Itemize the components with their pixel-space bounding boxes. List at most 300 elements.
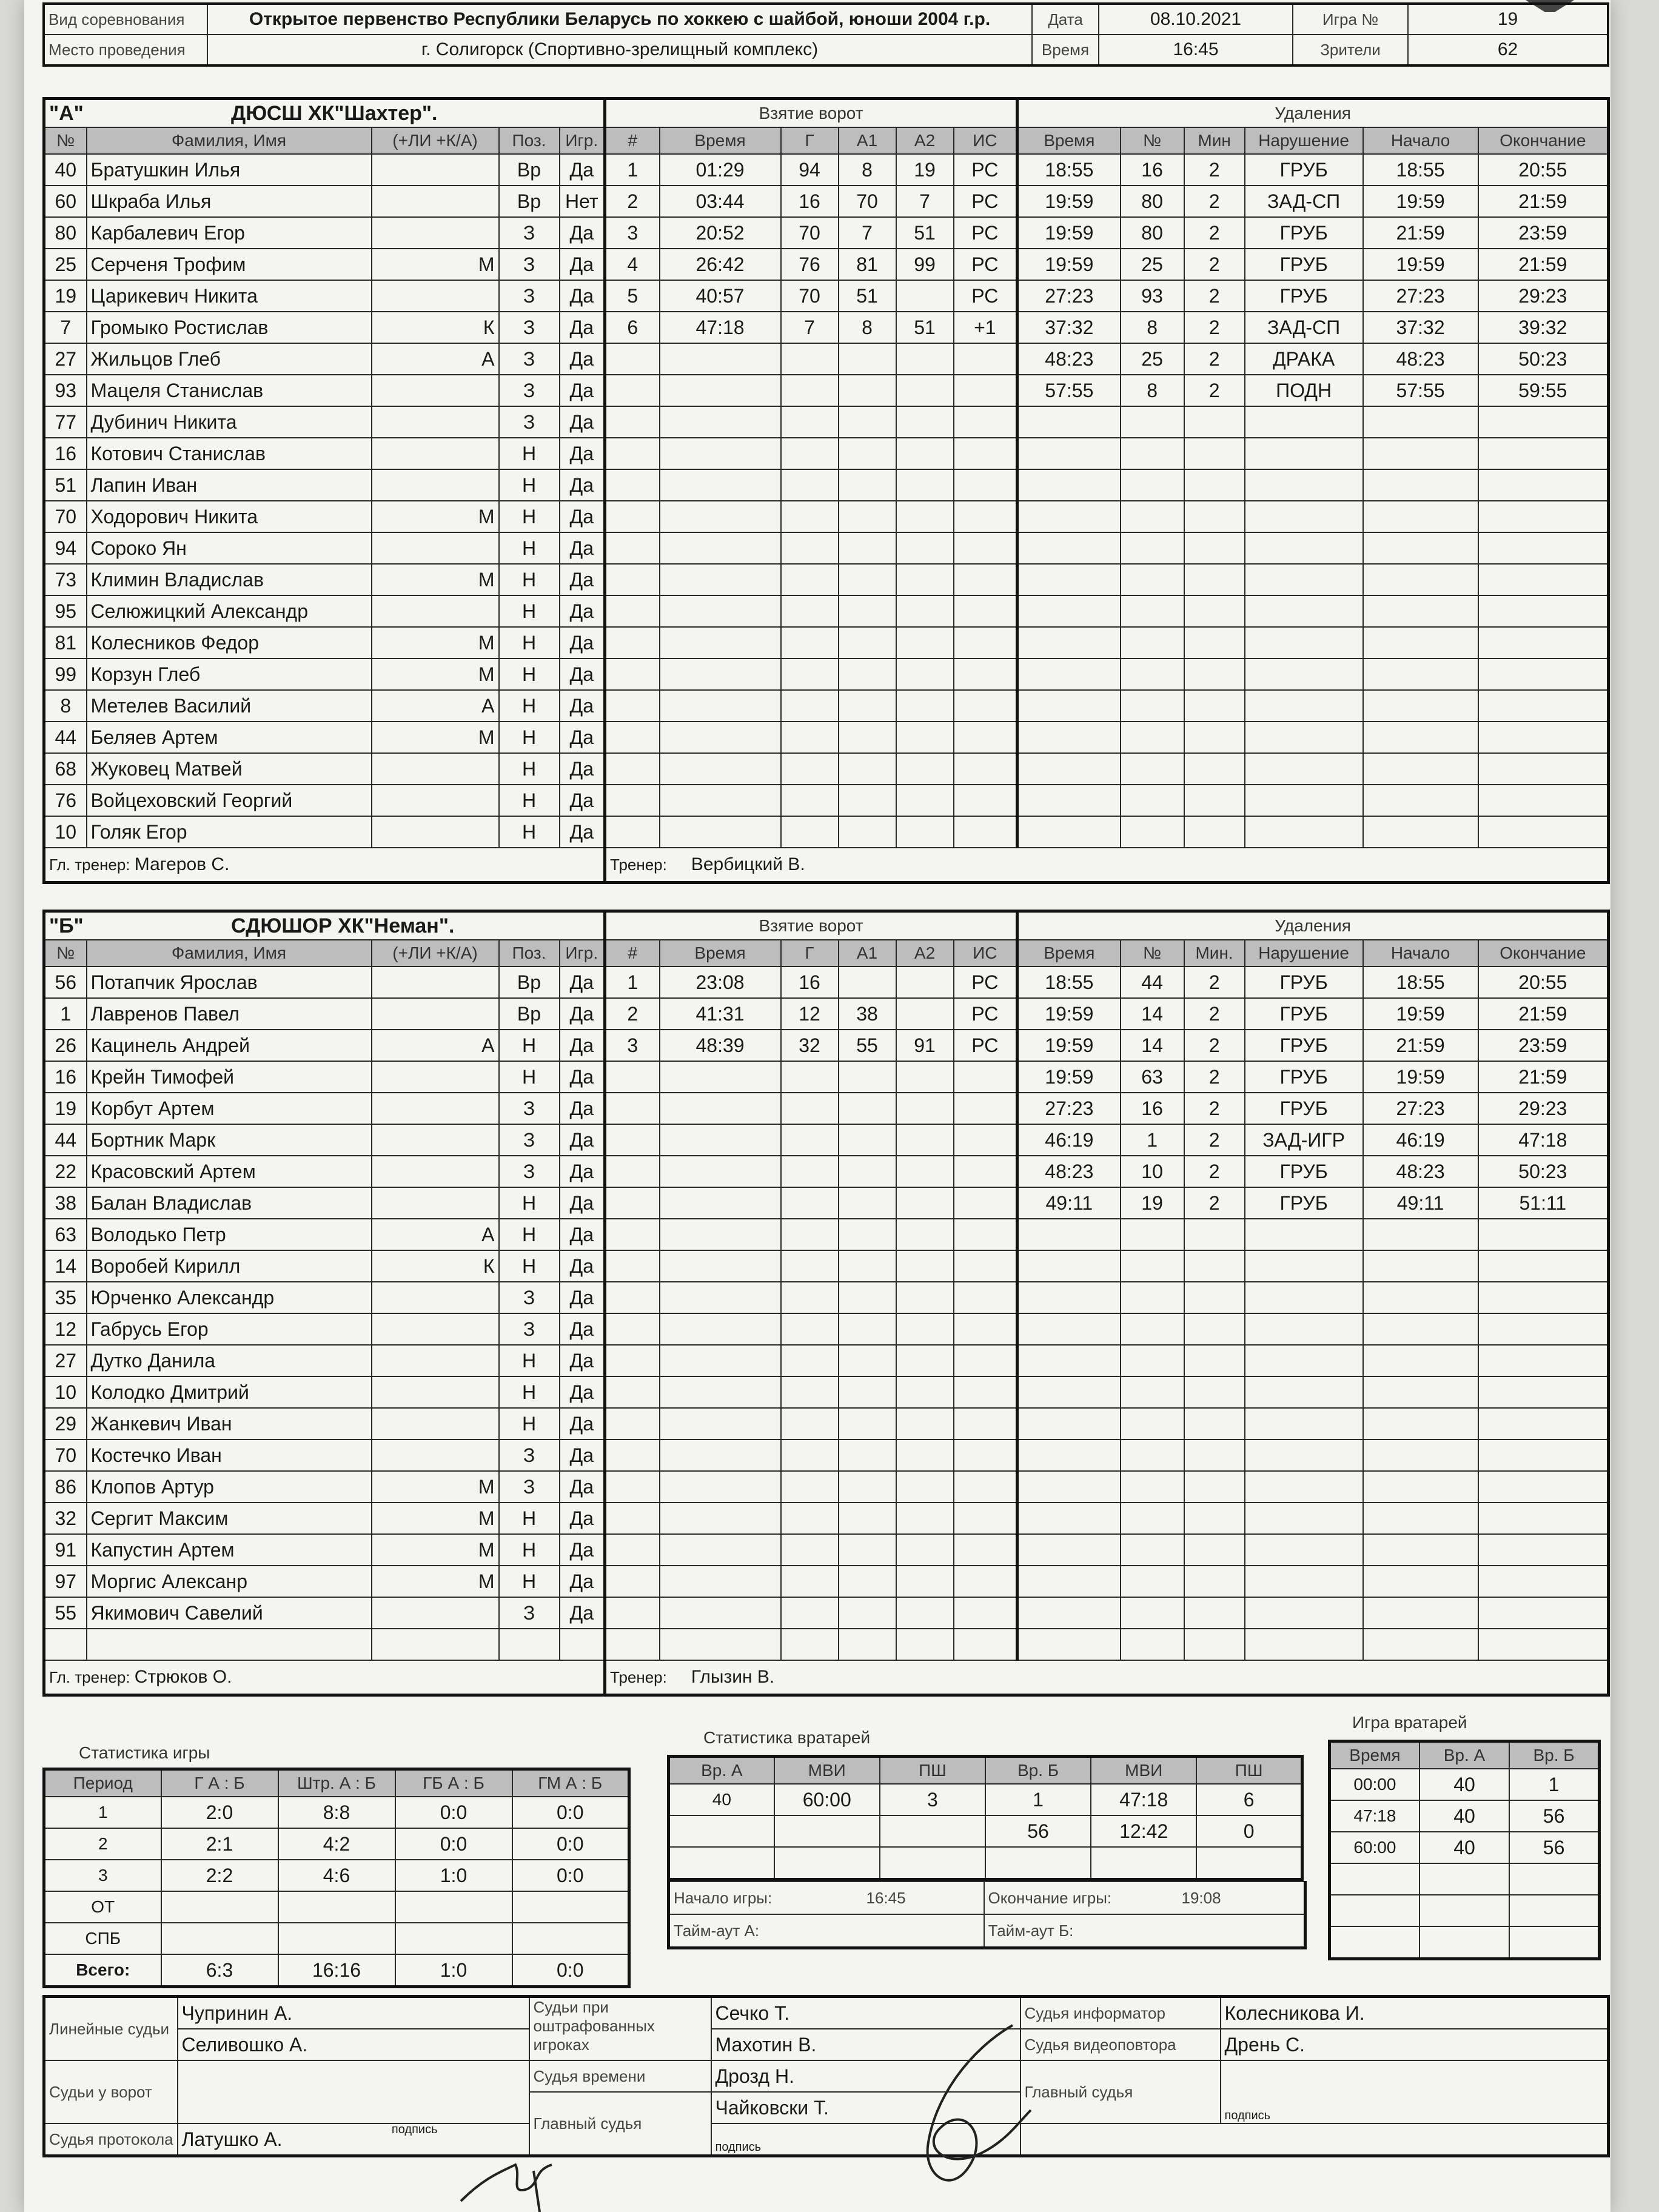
player-role — [372, 1093, 499, 1124]
game-stats-header: ГМ А : Б — [512, 1769, 629, 1797]
team_a-goals-title: Взятие ворот — [605, 99, 1017, 128]
penalty-infraction — [1245, 501, 1363, 532]
player-played: Да — [560, 438, 605, 469]
game-stats-cell: 0:0 — [512, 1860, 629, 1891]
penalty-judge-2: Махотин В. — [711, 2029, 1021, 2060]
goalie-game-header: Вр. А — [1419, 1741, 1509, 1769]
penalty-infraction — [1245, 1597, 1363, 1629]
penalty-end — [1478, 1629, 1609, 1660]
goal-scorer — [781, 595, 839, 627]
goal-time — [660, 627, 781, 659]
goal-situation: РС — [954, 154, 1017, 186]
goal-assist-1 — [839, 1061, 896, 1093]
penalty-start: 19:59 — [1363, 249, 1478, 280]
penalty-infraction — [1245, 1345, 1363, 1376]
penalty-minutes — [1184, 1313, 1245, 1345]
penalty-end: 21:59 — [1478, 249, 1609, 280]
player-played: Нет — [560, 186, 605, 217]
player-played: Да — [560, 1030, 605, 1061]
spectators-value: 62 — [1408, 35, 1608, 65]
team_b-row — [44, 1124, 1609, 1156]
goal-time: 01:29 — [660, 154, 781, 186]
goal-assist-1 — [839, 1408, 896, 1439]
penalty-minutes: 2 — [1184, 1093, 1245, 1124]
game-no-label: Игра № — [1293, 4, 1408, 35]
penalty-infraction: ГРУБ — [1245, 154, 1363, 186]
penalty-start — [1363, 1471, 1478, 1503]
penalty-player — [1121, 1408, 1184, 1439]
player-role — [372, 967, 499, 998]
referee-name: Чайковски Т. — [711, 2092, 1021, 2123]
player-name: Лавренов Павел — [87, 998, 372, 1030]
goal-assist-1 — [839, 690, 896, 722]
player-played: Да — [560, 1534, 605, 1566]
penalty-start: 49:11 — [1363, 1187, 1478, 1219]
player-name: Колодко Дмитрий — [87, 1376, 372, 1408]
goal-time — [660, 1061, 781, 1093]
player-played: Да — [560, 722, 605, 753]
goal-index — [605, 1439, 660, 1471]
goal-assist-2 — [896, 532, 954, 564]
penalty-infraction — [1245, 753, 1363, 785]
goal-situation — [954, 690, 1017, 722]
team_a-row — [44, 343, 1609, 375]
player-name: Карбалевич Егор — [87, 217, 372, 249]
player-role — [372, 595, 499, 627]
goal-situation: РС — [954, 280, 1017, 312]
player-name: Мацеля Станислав — [87, 375, 372, 406]
goalie-stats-header: Вр. А — [669, 1757, 774, 1785]
penalty-end — [1478, 532, 1609, 564]
player-position: Вр — [499, 998, 560, 1030]
goal-assist-2 — [896, 1408, 954, 1439]
player-position: Н — [499, 1534, 560, 1566]
player-number: 38 — [44, 1187, 87, 1219]
goal-situation — [954, 1313, 1017, 1345]
penalty-start — [1363, 1219, 1478, 1250]
penalty-end — [1478, 1439, 1609, 1471]
goal-index — [605, 690, 660, 722]
game-stats-cell: СПБ — [44, 1923, 161, 1954]
player-number — [44, 1629, 87, 1660]
game-stats-cell: 2:0 — [161, 1797, 278, 1828]
penalty-start: 48:23 — [1363, 1156, 1478, 1187]
goal-assist-2 — [896, 375, 954, 406]
goalie-stats-cell: 47:18 — [1091, 1784, 1196, 1815]
player-position: Вр — [499, 186, 560, 217]
penalty-infraction — [1245, 1282, 1363, 1313]
goal-scorer — [781, 690, 839, 722]
goal-index: 2 — [605, 186, 660, 217]
goal-assist-2 — [896, 722, 954, 753]
team_b-pens-title: Удаления — [1017, 911, 1609, 940]
penalty-start — [1363, 1439, 1478, 1471]
player-role: М — [372, 249, 499, 280]
team_a-row — [44, 501, 1609, 532]
player-position: Н — [499, 1061, 560, 1093]
goal-situation — [954, 1061, 1017, 1093]
penalty-end — [1478, 501, 1609, 532]
goalie-stats-cell — [985, 1847, 1091, 1880]
goalie-game-cell: 00:00 — [1330, 1769, 1419, 1800]
game-stats-row — [44, 1860, 629, 1891]
team_b-title — [44, 911, 605, 940]
goal-index — [605, 1156, 660, 1187]
coach-name: Вербицкий В. — [691, 854, 805, 874]
goal-assist-2 — [896, 1282, 954, 1313]
player-number: 16 — [44, 438, 87, 469]
player-name — [87, 1629, 372, 1660]
player-number: 25 — [44, 249, 87, 280]
penalty-start: 18:55 — [1363, 154, 1478, 186]
player-played: Да — [560, 154, 605, 186]
player-role — [372, 1439, 499, 1471]
team_a-row — [44, 406, 1609, 438]
goal-index — [605, 1187, 660, 1219]
penalty-start: 48:23 — [1363, 343, 1478, 375]
player-number: 70 — [44, 501, 87, 532]
timeout-b-label: Тайм-аут Б: — [984, 1914, 1305, 1948]
goal-situation — [954, 1534, 1017, 1566]
goal-time — [660, 1156, 781, 1187]
player-name: Войцеховский Георгий — [87, 785, 372, 816]
player-role — [372, 375, 499, 406]
team_b-row — [44, 1597, 1609, 1629]
goalie-game-row — [1330, 1895, 1600, 1926]
penalty-player — [1121, 627, 1184, 659]
team_b-pens-header: Окончание — [1478, 940, 1609, 967]
penalty-player — [1121, 1629, 1184, 1660]
player-played: Да — [560, 249, 605, 280]
protocol-cell — [178, 2123, 529, 2156]
player-number: 19 — [44, 280, 87, 312]
referee-label: Главный судья — [529, 2092, 711, 2156]
penalty-time: 18:55 — [1017, 154, 1121, 186]
goal-index — [605, 1471, 660, 1503]
goal-assist-2 — [896, 1534, 954, 1566]
player-name: Селюжицкий Александр — [87, 595, 372, 627]
goalie-stats-cell — [1196, 1847, 1302, 1880]
player-played: Да — [560, 690, 605, 722]
goal-scorer — [781, 1439, 839, 1471]
goal-assist-2 — [896, 1503, 954, 1534]
team_a-tag: "А" — [49, 101, 84, 125]
penalty-time — [1017, 816, 1121, 848]
team_b-row — [44, 1187, 1609, 1219]
coach-label: Тренер: — [610, 856, 667, 874]
penalty-player: 14 — [1121, 1030, 1184, 1061]
penalty-start — [1363, 1345, 1478, 1376]
goalie-stats-cell — [774, 1815, 880, 1847]
penalty-time: 19:59 — [1017, 186, 1121, 217]
player-played: Да — [560, 1093, 605, 1124]
player-played: Да — [560, 501, 605, 532]
player-number: 77 — [44, 406, 87, 438]
game-stats-header: Г А : Б — [161, 1769, 278, 1797]
goal-index — [605, 785, 660, 816]
goal-assist-2 — [896, 967, 954, 998]
goal-index — [605, 1408, 660, 1439]
goal-scorer — [781, 1061, 839, 1093]
goalie-game-cell — [1330, 1863, 1419, 1895]
penalty-time: 19:59 — [1017, 1030, 1121, 1061]
player-number: 35 — [44, 1282, 87, 1313]
player-position: З — [499, 1471, 560, 1503]
goal-situation: РС — [954, 249, 1017, 280]
player-position: З — [499, 217, 560, 249]
linesman-1: Чупринин А. — [178, 1997, 529, 2029]
player-played: Да — [560, 343, 605, 375]
goal-assist-2 — [896, 406, 954, 438]
game-stats-cell — [161, 1891, 278, 1923]
goal-situation: РС — [954, 998, 1017, 1030]
penalty-player — [1121, 1439, 1184, 1471]
player-number: 93 — [44, 375, 87, 406]
penalty-time: 46:19 — [1017, 1124, 1121, 1156]
penalty-minutes — [1184, 785, 1245, 816]
goal-assist-2 — [896, 1566, 954, 1597]
penalty-time: 19:59 — [1017, 217, 1121, 249]
goal-time — [660, 1597, 781, 1629]
game-stats-cell: 1 — [44, 1797, 161, 1828]
penalty-minutes — [1184, 501, 1245, 532]
penalty-player: 1 — [1121, 1124, 1184, 1156]
penalty-player: 44 — [1121, 967, 1184, 998]
game-stats-title: Статистика игры — [79, 1743, 210, 1762]
goal-situation — [954, 659, 1017, 690]
player-played: Да — [560, 564, 605, 595]
team_b-row — [44, 1156, 1609, 1187]
team-a-block — [42, 97, 1607, 884]
player-played: Да — [560, 1219, 605, 1250]
goal-scorer — [781, 1345, 839, 1376]
player-played: Да — [560, 785, 605, 816]
penalty-infraction — [1245, 1250, 1363, 1282]
penalty-end — [1478, 406, 1609, 438]
player-role — [372, 1313, 499, 1345]
goal-scorer — [781, 1471, 839, 1503]
goal-situation — [954, 1629, 1017, 1660]
goal-assist-1 — [839, 785, 896, 816]
goal-assist-1 — [839, 753, 896, 785]
goal-time — [660, 1345, 781, 1376]
penalty-player — [1121, 1471, 1184, 1503]
player-number: 22 — [44, 1156, 87, 1187]
player-name: Жильцов Глеб — [87, 343, 372, 375]
goal-time — [660, 1093, 781, 1124]
team_a-roster-header: № — [44, 127, 87, 154]
goal-situation: РС — [954, 967, 1017, 998]
goalie-game-cell — [1330, 1926, 1419, 1959]
penalty-end: 51:11 — [1478, 1187, 1609, 1219]
goal-assist-2 — [896, 1093, 954, 1124]
penalty-time — [1017, 690, 1121, 722]
goal-scorer — [781, 753, 839, 785]
penalty-minutes — [1184, 1597, 1245, 1629]
penalty-minutes — [1184, 627, 1245, 659]
goal-scorer — [781, 469, 839, 501]
penalty-end: 29:23 — [1478, 280, 1609, 312]
game-end-value: 19:08 — [1178, 1882, 1305, 1914]
penalty-infraction: ДРАКА — [1245, 343, 1363, 375]
player-role: К — [372, 1250, 499, 1282]
goal-time — [660, 501, 781, 532]
team_a-row — [44, 375, 1609, 406]
game-stats-cell: 2:1 — [161, 1828, 278, 1860]
goal-index — [605, 1566, 660, 1597]
penalty-minutes — [1184, 438, 1245, 469]
penalty-time — [1017, 1219, 1121, 1250]
goal-situation — [954, 1345, 1017, 1376]
goalie-stats-header: ПШ — [880, 1757, 985, 1785]
goal-assist-2 — [896, 564, 954, 595]
player-name: Капустин Артем — [87, 1534, 372, 1566]
player-number: 94 — [44, 532, 87, 564]
goalie-game-row — [1330, 1769, 1600, 1800]
goal-situation — [954, 722, 1017, 753]
goal-index — [605, 532, 660, 564]
player-played: Да — [560, 469, 605, 501]
player-role — [372, 469, 499, 501]
team_a-row — [44, 532, 1609, 564]
penalty-player — [1121, 595, 1184, 627]
player-played: Да — [560, 1408, 605, 1439]
penalty-time — [1017, 659, 1121, 690]
penalty-end — [1478, 722, 1609, 753]
goal-situation — [954, 1282, 1017, 1313]
player-name: Жуковец Матвей — [87, 753, 372, 785]
penalty-infraction: ПОДН — [1245, 375, 1363, 406]
linesmen-label: Линейные судьи — [44, 1997, 178, 2061]
penalty-player — [1121, 1282, 1184, 1313]
penalty-infraction — [1245, 1503, 1363, 1534]
penalty-infraction: ГРУБ — [1245, 217, 1363, 249]
penalty-player — [1121, 1250, 1184, 1282]
player-role — [372, 1345, 499, 1376]
protocol-name: Латушко А. — [181, 2128, 283, 2150]
penalty-start — [1363, 1408, 1478, 1439]
player-name: Котович Станислав — [87, 438, 372, 469]
penalty-start — [1363, 659, 1478, 690]
goal-time — [660, 1471, 781, 1503]
player-number: 29 — [44, 1408, 87, 1439]
player-name: Климин Владислав — [87, 564, 372, 595]
goal-situation — [954, 816, 1017, 848]
goal-assist-1 — [839, 406, 896, 438]
player-played: Да — [560, 1250, 605, 1282]
timeout-a-label: Тайм-аут А: — [669, 1914, 984, 1948]
penalty-end: 50:23 — [1478, 343, 1609, 375]
goal-assist-2: 91 — [896, 1030, 954, 1061]
penalty-minutes: 2 — [1184, 1061, 1245, 1093]
player-role — [372, 280, 499, 312]
player-position: З — [499, 1439, 560, 1471]
goal-assist-1 — [839, 1629, 896, 1660]
player-played: Да — [560, 1471, 605, 1503]
penalty-infraction — [1245, 1534, 1363, 1566]
referee-signature — [861, 2013, 1055, 2207]
game-end-label: Окончание игры: — [984, 1882, 1178, 1914]
goal-scorer — [781, 1408, 839, 1439]
team_b-goals-header: Время — [660, 940, 781, 967]
penalty-start — [1363, 722, 1478, 753]
player-name: Дубинич Никита — [87, 406, 372, 438]
game-stats-header: ГБ А : Б — [395, 1769, 512, 1797]
video-label: Судья видеоповтора — [1021, 2029, 1221, 2060]
player-position: Н — [499, 1408, 560, 1439]
competition-name: Открытое первенство Республики Беларусь по хоккею с шайбой, юноши 2004 г.р. — [207, 4, 1032, 35]
penalty-player: 16 — [1121, 154, 1184, 186]
player-name: Балан Владислав — [87, 1187, 372, 1219]
team_b-goals-header: ИС — [954, 940, 1017, 967]
player-position: З — [499, 1282, 560, 1313]
player-role: А — [372, 343, 499, 375]
penalty-minutes — [1184, 406, 1245, 438]
penalty-player — [1121, 532, 1184, 564]
player-name: Красовский Артем — [87, 1156, 372, 1187]
goal-time — [660, 1313, 781, 1345]
goal-scorer — [781, 1156, 839, 1187]
player-position: Н — [499, 722, 560, 753]
penalty-start: 18:55 — [1363, 967, 1478, 998]
team_b-row — [44, 1629, 1609, 1660]
penalty-infraction — [1245, 406, 1363, 438]
goalie-stats-row — [669, 1847, 1302, 1880]
player-played: Да — [560, 1061, 605, 1093]
penalty-minutes — [1184, 564, 1245, 595]
goal-assist-1: 70 — [839, 186, 896, 217]
penalty-end — [1478, 659, 1609, 690]
penalty-time: 48:23 — [1017, 343, 1121, 375]
coach-label: Тренер: — [610, 1668, 667, 1686]
game-stats-header: Штр. А : Б — [278, 1769, 395, 1797]
game-stats-row — [44, 1891, 629, 1923]
penalty-infraction — [1245, 690, 1363, 722]
game-stats-cell: 0:0 — [512, 1954, 629, 1987]
head-coach-name: Стрюков О. — [134, 1667, 232, 1687]
informer-label: Судья информатор — [1021, 1997, 1221, 2029]
player-position: Н — [499, 532, 560, 564]
goal-scorer — [781, 659, 839, 690]
team_a-pens-header: № — [1121, 127, 1184, 154]
team_a-sheet — [42, 97, 1610, 884]
goal-scorer: 70 — [781, 280, 839, 312]
player-number: 7 — [44, 312, 87, 343]
goal-index: 1 — [605, 967, 660, 998]
player-position: Н — [499, 1187, 560, 1219]
goal-assist-2 — [896, 1376, 954, 1408]
player-name: Царикевич Никита — [87, 280, 372, 312]
goal-time — [660, 1124, 781, 1156]
date-label: Дата — [1032, 4, 1099, 35]
penalty-player: 93 — [1121, 280, 1184, 312]
game-no-value: 19 — [1408, 4, 1608, 35]
game-stats-cell — [395, 1891, 512, 1923]
player-role — [372, 1282, 499, 1313]
team_b-goals-header: А1 — [839, 940, 896, 967]
penalty-player: 8 — [1121, 375, 1184, 406]
goalie-game-cell — [1509, 1863, 1599, 1895]
penalty-player — [1121, 753, 1184, 785]
team_a-pens-header: Нарушение — [1245, 127, 1363, 154]
player-name: Лапин Иван — [87, 469, 372, 501]
goalie-game-cell: 56 — [1509, 1832, 1599, 1863]
penalty-minutes — [1184, 753, 1245, 785]
timekeeper-name: Дрозд Н. — [711, 2060, 1021, 2092]
goalie-game-cell — [1419, 1895, 1509, 1926]
player-position: Н — [499, 564, 560, 595]
penalty-minutes: 2 — [1184, 998, 1245, 1030]
